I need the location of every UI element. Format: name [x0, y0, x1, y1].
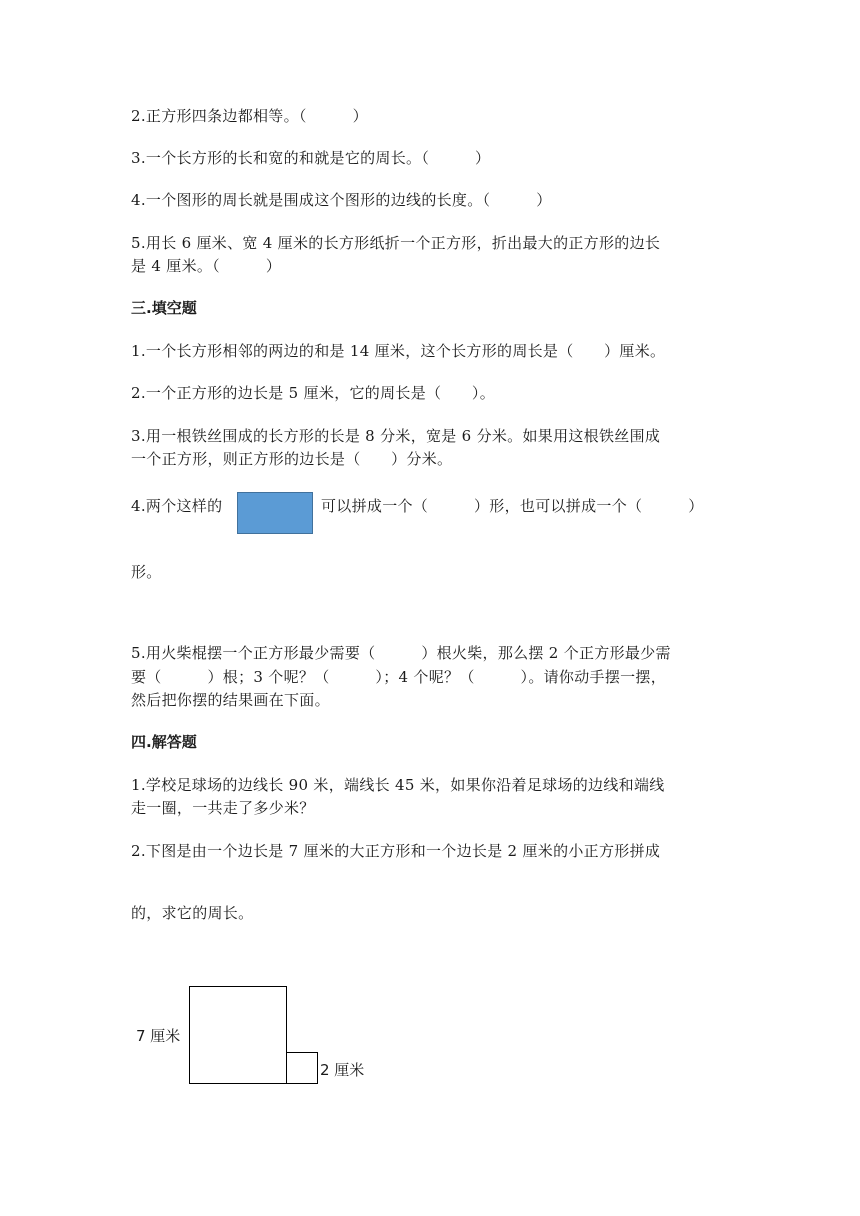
rectangle-shape: [237, 492, 313, 534]
answer-question-1-line2: 走一圈，一共走了多少米？: [131, 799, 315, 817]
big-square: [189, 986, 287, 1084]
judgement-item-4: 4.一个图形的周长就是围成这个图形的边线的长度。（ ）: [131, 191, 552, 209]
judgement-item-5-line1: 5.用长 6 厘米、宽 4 厘米的长方形纸折一个正方形，折出最大的正方形的边长: [131, 234, 661, 252]
fill-in-question-4-line2: 形。: [131, 563, 162, 581]
judgement-item-3: 3.一个长方形的长和宽的和就是它的周长。（ ）: [131, 149, 491, 167]
fill-in-question-4-suffix: 可以拼成一个（ ）形，也可以拼成一个（ ）: [321, 497, 704, 515]
answer-question-1-line1: 1.学校足球场的边线长 90 米，端线长 45 米，如果你沿着足球场的边线和端线: [131, 776, 665, 794]
fill-in-question-4-prefix: 4.两个这样的: [131, 497, 223, 515]
answer-question-2-line2: 的，求它的周长。: [131, 904, 254, 922]
section-heading-fill-in: 三.填空题: [131, 299, 197, 317]
small-square: [286, 1052, 318, 1084]
answer-question-2-line1: 2.下图是由一个边长是 7 厘米的大正方形和一个边长是 2 厘米的小正方形拼成: [131, 842, 661, 860]
fill-in-question-3-line1: 3.用一根铁丝围成的长方形的长是 8 分米，宽是 6 分米。如果用这根铁丝围成: [131, 427, 661, 445]
big-square-label: 7 厘米: [136, 1027, 181, 1045]
fill-in-question-2: 2.一个正方形的边长是 5 厘米，它的周长是（ ）。: [131, 384, 495, 402]
fill-in-question-3-line2: 一个正方形，则正方形的边长是（ ）分米。: [131, 450, 453, 468]
judgement-item-5-line2: 是 4 厘米。（ ）: [131, 257, 282, 275]
fill-in-question-5-line2: 要（ ）根；3 个呢？（ ）；4 个呢？（ ）。请你动手摆一摆，: [131, 668, 667, 686]
fill-in-question-5-line3: 然后把你摆的结果画在下面。: [131, 691, 330, 709]
fill-in-question-1: 1.一个长方形相邻的两边的和是 14 厘米，这个长方形的周长是（ ）厘米。: [131, 342, 666, 360]
section-heading-answer: 四.解答题: [131, 733, 197, 751]
judgement-item-2: 2.正方形四条边都相等。（ ）: [131, 107, 368, 125]
fill-in-question-5-line1: 5.用火柴棍摆一个正方形最少需要（ ）根火柴，那么摆 2 个正方形最少需: [131, 644, 671, 662]
small-square-label: 2 厘米: [320, 1061, 365, 1079]
